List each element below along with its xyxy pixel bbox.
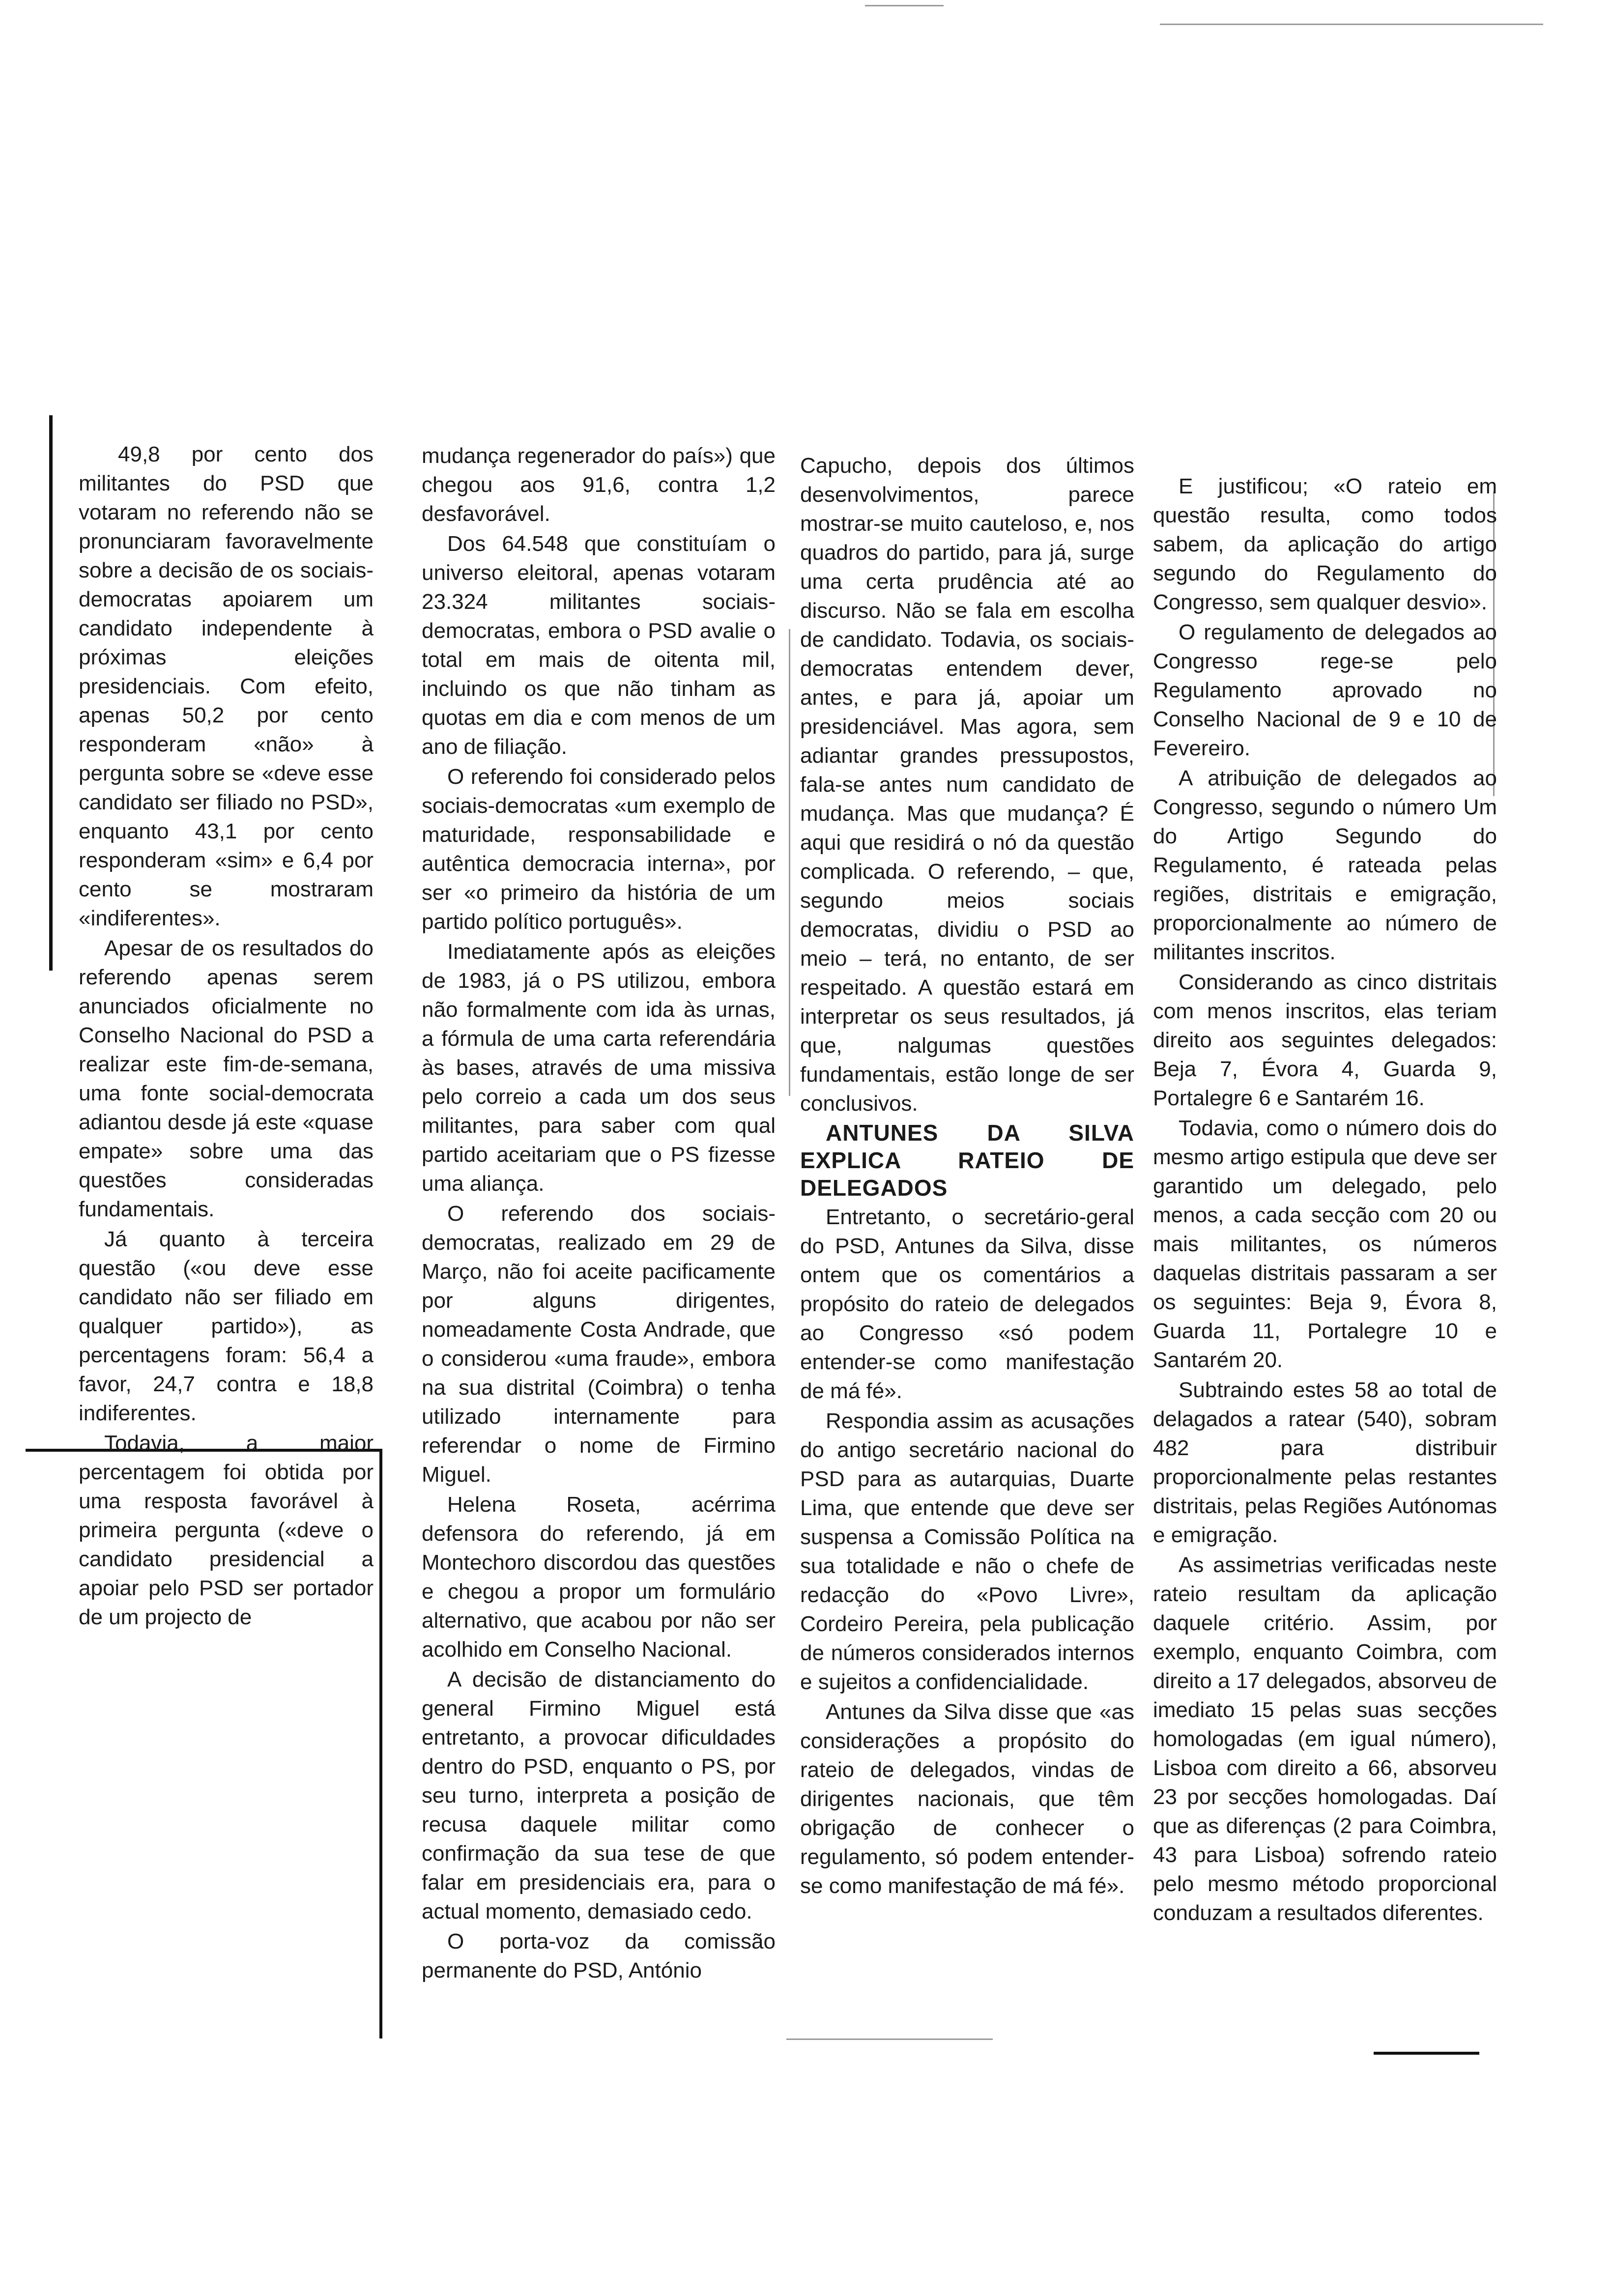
clipping-corner-rule-vertical (379, 1449, 382, 2038)
paragraph: Subtraindo estes 58 ao total de delagados a ratear (540), sobram 482 para distribuir proporcionalmente pelas restantes distritais, pelas Regiões Autónomas e emigração. (1153, 1378, 1497, 1547)
paragraph: O referendo foi considerado pelos sociais-democratas «um exemplo de maturidade, responsabilidade e autêntica democracia interna», por ser «o primeiro da história de um partido político português». (422, 765, 776, 934)
article-column-4 (1153, 472, 1497, 1927)
article-column-2 (422, 441, 776, 1985)
paragraph: Apesar de os resultados do referendo apenas serem anunciados oficialmente no Conselho Nacional do PSD a realizar este fim-de-semana, uma fonte social-democrata adiantou desde já este «quase empate» sobre uma das questões consideradas fundamentais. (79, 936, 374, 1221)
paragraph: A atribuição de delegados ao Congresso, segundo o número Um do Artigo Segundo do Regulamento, é rateada pelas regiões, distritais e emigração, proporcionalmente ao número de militantes inscritos. (1153, 766, 1497, 964)
article-column-3 (800, 451, 1134, 1900)
paragraph: Imediatamente após as eleições de 1983, já o PS utilizou, embora não formalmente com ida às urnas, a fórmula de uma carta referendária às bases, através de uma missiva pelo correio a cada um dos seus militantes, para saber com qual partido aceitariam que o PS fizesse uma aliança. (422, 940, 776, 1196)
paragraph: Capucho, depois dos últimos desenvolvimentos, parece mostrar-se muito cauteloso, e, nos quadros do partido, para já, surge uma certa prudência até ao discurso. Não se fala em escolha de candidato. Todavia, os sociais-democratas entendem dever, antes, e para já, apoiar um presidenciável. Mas agora, sem adiantar grandes pressupostos, fala-se antes num candidato de mudança. Mas que mudança? É aqui que residirá o nó da questão complicada. O referendo, – que, segundo meios sociais democratas, dividiu o PSD ao meio – terá, no entanto, de ser respeitado. A questão estará em interpretar os seus resultados, já que, nalgumas questões fundamentais, estão longe de ser conclusivos. (800, 454, 1134, 1116)
top-scan-line-short (865, 5, 944, 6)
column-divider-left (789, 629, 790, 1096)
paragraph: 49,8 por cento dos militantes do PSD que votaram no referendo não se pronunciaram favoravelmente sobre a decisão de os sociais-democratas apoiarem um candidato independente à próximas eleições presidenciais. Com efeito, apenas 50,2 por cento responderam «não» à pergunta sobre se «deve esse candidato ser filiado no PSD», enquanto 43,1 por cento responderam «sim» e 6,4 por cento se mostraram «indiferentes». (79, 442, 374, 930)
paragraph: O referendo dos sociais-democratas, realizado em 29 de Março, não foi aceite pacificamente por alguns dirigentes, nomeadamente Costa Andrade, que o considerou «uma fraude», embora na sua distrital (Coimbra) o tenha utilizado internamente para referendar o nome de Firmino Miguel. (422, 1202, 776, 1487)
paragraph: Respondia assim as acusações do antigo secretário nacional do PSD para as autarquias, Duarte Lima, que entende que deve ser suspensa a Comissão Política na sua totalidade e não o chefe de redacção do «Povo Livre», Cordeiro Pereira, pela publicação de números considerados internos e sujeitos a confidencialidade. (800, 1409, 1134, 1694)
paragraph: E justificou; «O rateio em questão resulta, como todos sabem, da aplicação do artigo segundo do Regulamento do Congresso, sem qualquer desvio». (1153, 474, 1497, 614)
paragraph: Entretanto, o secretário-geral do PSD, Antunes da Silva, disse ontem que os comentários a propósito do rateio de delegados ao Congresso «só podem entender-se como manifestação de má fé». (800, 1205, 1134, 1403)
column-end-rule (786, 2038, 993, 2040)
paragraph: O regulamento de delegados ao Congresso rege-se pelo Regulamento aprovado no Conselho Nacional de 9 e 10 de Fevereiro. (1153, 620, 1497, 760)
bottom-right-rule (1374, 2052, 1479, 2055)
paragraph: Dos 64.548 que constituíam o universo eleitoral, apenas votaram 23.324 militantes sociais-democratas, embora o PSD avalie o total em mais de oitenta mil, incluindo os que não tinham as quotas em dia e com menos de um ano de filiação. (422, 532, 776, 759)
paragraph: A decisão de distanciamento do general Firmino Miguel está entretanto, a provocar dificuldades dentro do PSD, enquanto o PS, por seu turno, interpreta a posição de recusa daquele militar como confirmação da sua tese de que falar em presidenciais era, para o actual momento, demasiado cedo. (422, 1667, 776, 1923)
paragraph: Antunes da Silva disse que «as considerações a propósito do rateio de delegados, vindas de dirigentes nacionais, que têm obrigação de conhecer o regulamento, só podem entender-se como manifestação de má fé». (800, 1700, 1134, 1898)
paragraph: Já quanto à terceira questão («ou deve esse candidato não ser filiado em qualquer partido»), as percentagens foram: 56,4 a favor, 24,7 contra e 18,8 indiferentes. (79, 1227, 374, 1425)
left-border-rule (49, 415, 53, 971)
paragraph: Todavia, como o número dois do mesmo artigo estipula que deve ser garantido um delegado, pelo menos, a cada secção com 20 ou mais militantes, os números daquelas distritais passaram a ser os seguintes: Beja 9, Évora 8, Guarda 11, Portalegre 10 e Santarém 20. (1153, 1116, 1497, 1372)
paragraph: mudança regenerador do país») que chegou aos 91,6, contra 1,2 desfavorável. (422, 444, 776, 526)
paragraph: Considerando as cinco distritais com menos inscritos, elas teriam direito aos seguintes delegados: Beja 7, Évora 4, Guarda 9, Portalegre 6 e Santarém 16. (1153, 970, 1497, 1110)
paragraph: Todavia, a maior percentagem foi obtida por uma resposta favorável à primeira pergunta («deve o candidato presidencial a apoiar pelo PSD ser portador de um projecto de (79, 1431, 374, 1629)
article-column-1 (79, 440, 374, 1632)
top-scan-line (1160, 24, 1543, 25)
paragraph: As assimetrias verificadas neste rateio resultam da aplicação daquele critério. Assim, por exemplo, enquanto Coimbra, com direito a 17 delegados, absorveu de imediato 15 pelas suas secções homologadas (em igual número), Lisboa com direito a 66, absorveu 23 por secções homologadas. Daí que as diferenças (2 para Coimbra, 43 para Lisboa) sofrendo rateio pelo mesmo método proporcional conduzam a resultados diferentes. (1153, 1553, 1497, 1925)
paragraph: Helena Roseta, acérrima defensora do referendo, já em Montechoro discordou das questões e chegou a propor um formulário alternativo, que acabou por não ser acolhido em Conselho Nacional. (422, 1492, 776, 1662)
subheading: ANTUNES DA SILVA EXPLICA RATEIO DE DELEGADOS (800, 1120, 1134, 1201)
paragraph: O porta-voz da comissão permanente do PSD, António (422, 1929, 776, 1982)
